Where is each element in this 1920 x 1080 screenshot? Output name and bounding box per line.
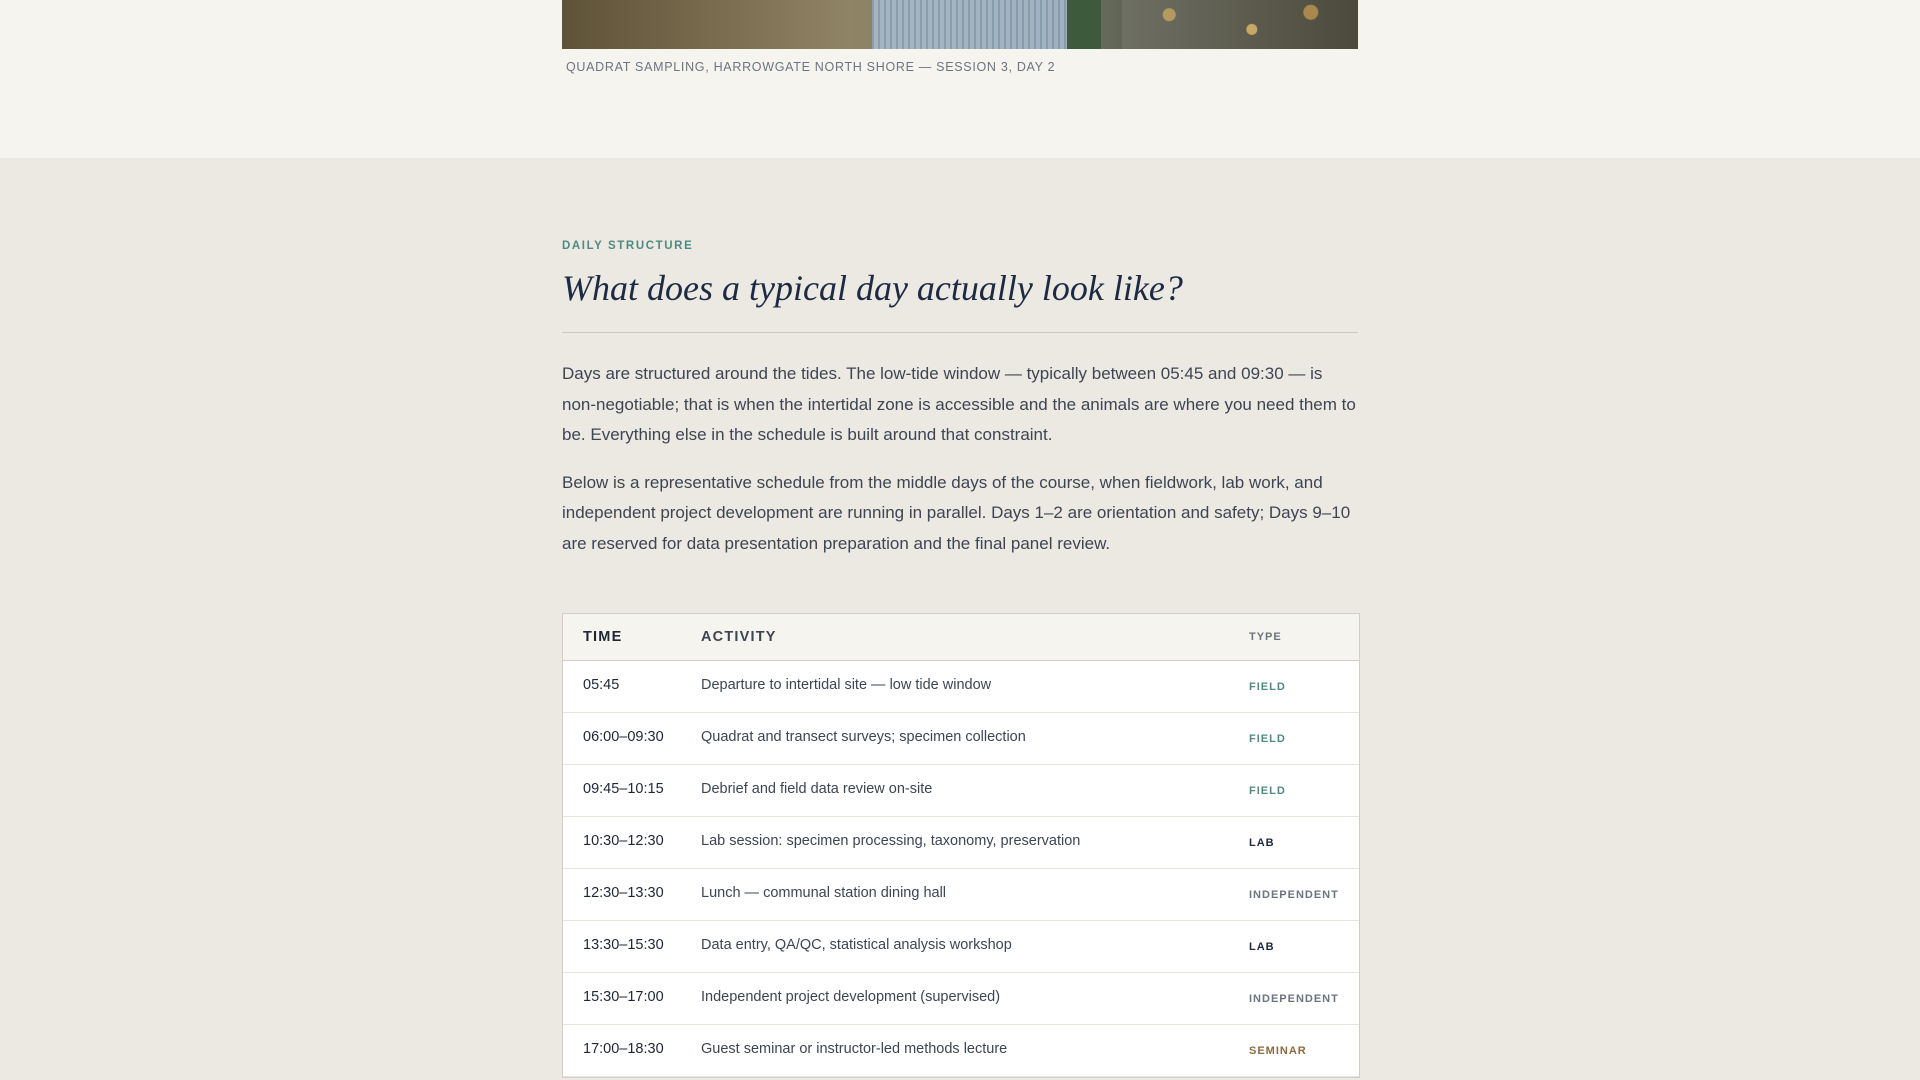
header-type: TYPE — [1249, 631, 1282, 644]
table-row — [563, 1025, 1359, 1077]
row-activity: Data entry, QA/QC, statistical analysis workshop — [701, 937, 1012, 954]
table-row — [563, 869, 1359, 921]
schedule-table — [562, 613, 1360, 1078]
row-activity: Lunch — communal station dining hall — [701, 885, 947, 902]
row-time: 12:30–13:30 — [583, 885, 664, 902]
table-row — [563, 765, 1359, 817]
row-type-badge: FIELD — [1249, 680, 1286, 693]
row-time: 13:30–15:30 — [583, 937, 664, 954]
section-title: What does a typical day actually look like? — [562, 268, 1183, 308]
row-time: 09:45–10:15 — [583, 781, 664, 798]
section-eyebrow: DAILY STRUCTURE — [562, 240, 694, 252]
hero-photo — [562, 0, 1358, 49]
photo-caption: QUADRAT SAMPLING, HARROWGATE NORTH SHORE — SESSION 3, DAY 2 — [566, 60, 1056, 74]
quadrat-frame-shape — [1067, 0, 1101, 49]
row-activity: Departure to intertidal site — low tide window — [701, 677, 992, 694]
row-type-badge: INDEPENDENT — [1249, 992, 1339, 1005]
row-activity: Guest seminar or instructor-led methods lecture — [701, 1041, 1008, 1058]
row-time: 15:30–17:00 — [583, 989, 664, 1006]
intro-paragraph-2: Below is a representative schedule from the middle days of the course, when fieldwork, lab work, and independent project development are running in parallel. Days 1–2 are orientation and safety; Days 9–10 are reserved for data presentation preparation and the final panel review. — [562, 472, 1351, 553]
row-type-badge: LAB — [1249, 940, 1275, 953]
header-activity: ACTIVITY — [701, 629, 777, 646]
row-activity: Lab session: specimen processing, taxonomy, preservation — [701, 833, 1081, 850]
row-type-badge: FIELD — [1249, 784, 1286, 797]
table-row — [563, 713, 1359, 765]
row-activity: Independent project development (supervised) — [701, 989, 1001, 1006]
row-activity: Quadrat and transect surveys; specimen collection — [701, 729, 1026, 746]
table-row — [563, 817, 1359, 869]
row-activity: Debrief and field data review on-site — [701, 781, 933, 798]
row-time: 06:00–09:30 — [583, 729, 664, 746]
header-time: TIME — [583, 629, 623, 646]
row-type-badge: LAB — [1249, 836, 1275, 849]
daily-structure-section — [562, 158, 1358, 1078]
row-time: 10:30–12:30 — [583, 833, 664, 850]
hero-band — [0, 0, 1920, 158]
schedule-header-row — [563, 614, 1359, 661]
intro-paragraph-1: Days are structured around the tides. The low-tide window — typically between 05:45 and 09:30 — is non-negotiable; that is when the intertidal zone is accessible and the animals are where you need them to be. Everything else in the schedule is built around that constraint. — [562, 364, 1356, 445]
table-row — [563, 661, 1359, 713]
seaweed-rocks-shape — [1122, 0, 1358, 49]
row-type-badge: SEMINAR — [1249, 1044, 1307, 1057]
row-time: 05:45 — [583, 677, 620, 694]
ruler-shape — [872, 0, 1072, 49]
section-divider — [562, 332, 1358, 333]
row-time: 17:00–18:30 — [583, 1041, 664, 1058]
row-type-badge: FIELD — [1249, 732, 1286, 745]
row-type-badge: INDEPENDENT — [1249, 888, 1339, 901]
table-row — [563, 921, 1359, 973]
table-row — [563, 973, 1359, 1025]
